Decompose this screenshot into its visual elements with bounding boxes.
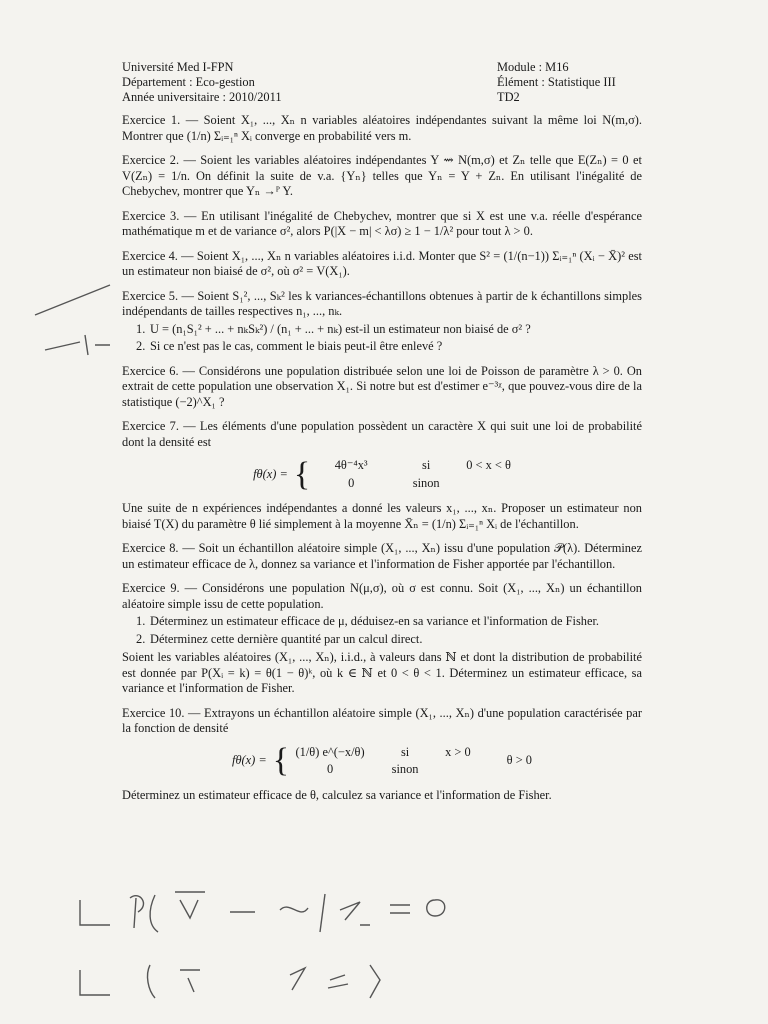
exercise-5	[122, 289, 642, 355]
exercise-title: Exercice 2.	[122, 153, 180, 167]
exercise-text: — Soient X₁, ..., Xₙ n variables aléatoires indépendantes suivant la même loi N(m,σ). Montrer que (1/n) Σᵢ₌₁ⁿ Xᵢ converge en probabilité vers m.	[122, 113, 642, 143]
header	[122, 60, 642, 105]
exercise-title: Exercice 9.	[122, 581, 180, 595]
department: Département : Eco-gestion	[122, 75, 255, 89]
exercise-title: Exercice 6.	[122, 363, 179, 378]
exercise-title: Exercice 1.	[122, 113, 181, 127]
margin-scribble	[40, 330, 120, 360]
list-item: 1. Déterminez un estimateur efficace de μ, déduisez-en sa variance et l'information de Fisher.	[136, 614, 600, 628]
density-formula: fθ(x) = { 4θ⁻⁴x³ si 0 < x < θ 0 sinon	[253, 455, 511, 493]
exercise-2	[122, 153, 642, 200]
exercise-9	[122, 581, 642, 697]
td-number: TD2	[497, 90, 520, 104]
header-left	[122, 60, 282, 105]
element: Élément : Statistique III	[497, 75, 616, 89]
exercise-text: Déterminez un estimateur efficace de θ, calculez sa variance et l'information de Fisher.	[122, 787, 552, 802]
exercise-title: Exercice 7.	[122, 419, 179, 433]
exercise-sheet	[122, 60, 642, 812]
exercise-title: Exercice 4.	[122, 248, 178, 263]
exercise-6	[122, 364, 642, 411]
exercise-title: Exercice 8.	[122, 541, 179, 555]
exercise-title: Exercice 5.	[122, 288, 179, 303]
margin-scribble	[30, 280, 120, 320]
density-formula: fθ(x) = { (1/θ) e^(−x/θ) si x > 0 0 sinon θ > 0	[232, 742, 532, 779]
exercise-text: — En utilisant l'inégalité de Chebychev, montrer que si X est une v.a. réelle d'espérance mathématique m et de variance σ², alors P(|X − m| < λσ) ≥ 1 − 1/λ² pour tout λ > 0.	[122, 208, 642, 238]
university-name: Université Med I-FPN	[122, 60, 234, 74]
exercise-title: Exercice 10.	[122, 705, 185, 720]
exercise-text: — Les éléments d'une population possèdent un caractère X qui suit une loi de probabilité dont la densité est	[122, 419, 642, 449]
list-item: 2. Déterminez cette dernière quantité par un calcul direct.	[136, 631, 423, 646]
exercise-text: — Considérons une population distribuée selon une loi de Poisson de paramètre λ > 0. On extrait de cette population une observation X₁. Si notre but est d'estimer e⁻³ᵡ, que pouvez-vous dire de la statistique (−2)^X₁ ?	[122, 363, 642, 409]
handwritten-notes	[70, 880, 490, 1010]
exercise-text: — Soient S₁², ..., Sₖ² les k variances-échantillons obtenues à partir de k échantillons simples indépendants de tailles respectives n₁, ..., nₖ.	[122, 288, 642, 318]
exercise-7	[122, 419, 642, 532]
module: Module : M16	[497, 60, 569, 74]
header-right	[497, 60, 642, 105]
list-item: 1. U = (n₁S₁² + ... + nₖSₖ²) / (n₁ + ... + nₖ) est-il un estimateur non biaisé de σ² ?	[136, 321, 531, 336]
exercise-text: — Soit un échantillon aléatoire simple (X₁, ..., Xₙ) issu d'une population 𝒫(λ). Déterminez un estimateur efficace de λ, donnez sa variance et l'information de Fisher apportée par l'échantillon.	[122, 541, 642, 571]
list-item: 2. Si ce n'est pas le cas, comment le biais peut-il être enlevé ?	[136, 339, 443, 353]
exercise-4	[122, 249, 642, 280]
exercise-title: Exercice 3.	[122, 208, 180, 223]
exercise-text: — Soient les variables aléatoires indépendantes Y ⇝ N(m,σ) et Zₙ telle que E(Zₙ) = 0 et V(Zₙ) = 1/n. On définit la suite de v.a. {Yₙ} telles que Yₙ = Y + Zₙ. En utilisant l'inégalité de Chebychev, montrer que Yₙ →ᴾ Y.	[122, 153, 642, 198]
exercise-10	[122, 706, 642, 804]
exercise-text: — Soient X₁, ..., Xₙ n variables aléatoires i.i.d. Monter que S² = (1/(n−1)) Σᵢ₌₁ⁿ (Xᵢ − X̄)² est un estimateur non biaisé de σ², où σ² = V(X₁).	[122, 248, 642, 278]
academic-year: Année universitaire : 2010/2011	[122, 90, 282, 104]
exercise-8	[122, 541, 642, 572]
exercise-1	[122, 113, 642, 144]
exercise-text: Une suite de n expériences indépendantes a donné les valeurs x₁, ..., xₙ. Proposer un estimateur non biaisé T(X) du paramètre θ lié simplement à la moyenne X̄ₙ = (1/n) Σᵢ₌₁ⁿ Xᵢ de l'échantillon.	[122, 501, 642, 531]
exercise-3	[122, 209, 642, 240]
exercise-text: — Extrayons un échantillon aléatoire simple (X₁, ..., Xₙ) d'une population caractérisée par la fonction de densité	[122, 705, 642, 735]
exercise-text: — Considérons une population N(μ,σ), où σ est connu. Soit (X₁, ..., Xₙ) un échantillon aléatoire simple issu de cette population.	[122, 581, 642, 611]
exercise-text: Soient les variables aléatoires (X₁, ..., Xₙ), i.i.d., à valeurs dans ℕ et dont la distribution de probabilité est donnée par P(Xᵢ = k) = θ(1 − θ)ᵏ, où k ∈ ℕ et 0 < θ < 1. Déterminez un estimateur efficace, sa variance et l'information de Fisher.	[122, 650, 642, 695]
